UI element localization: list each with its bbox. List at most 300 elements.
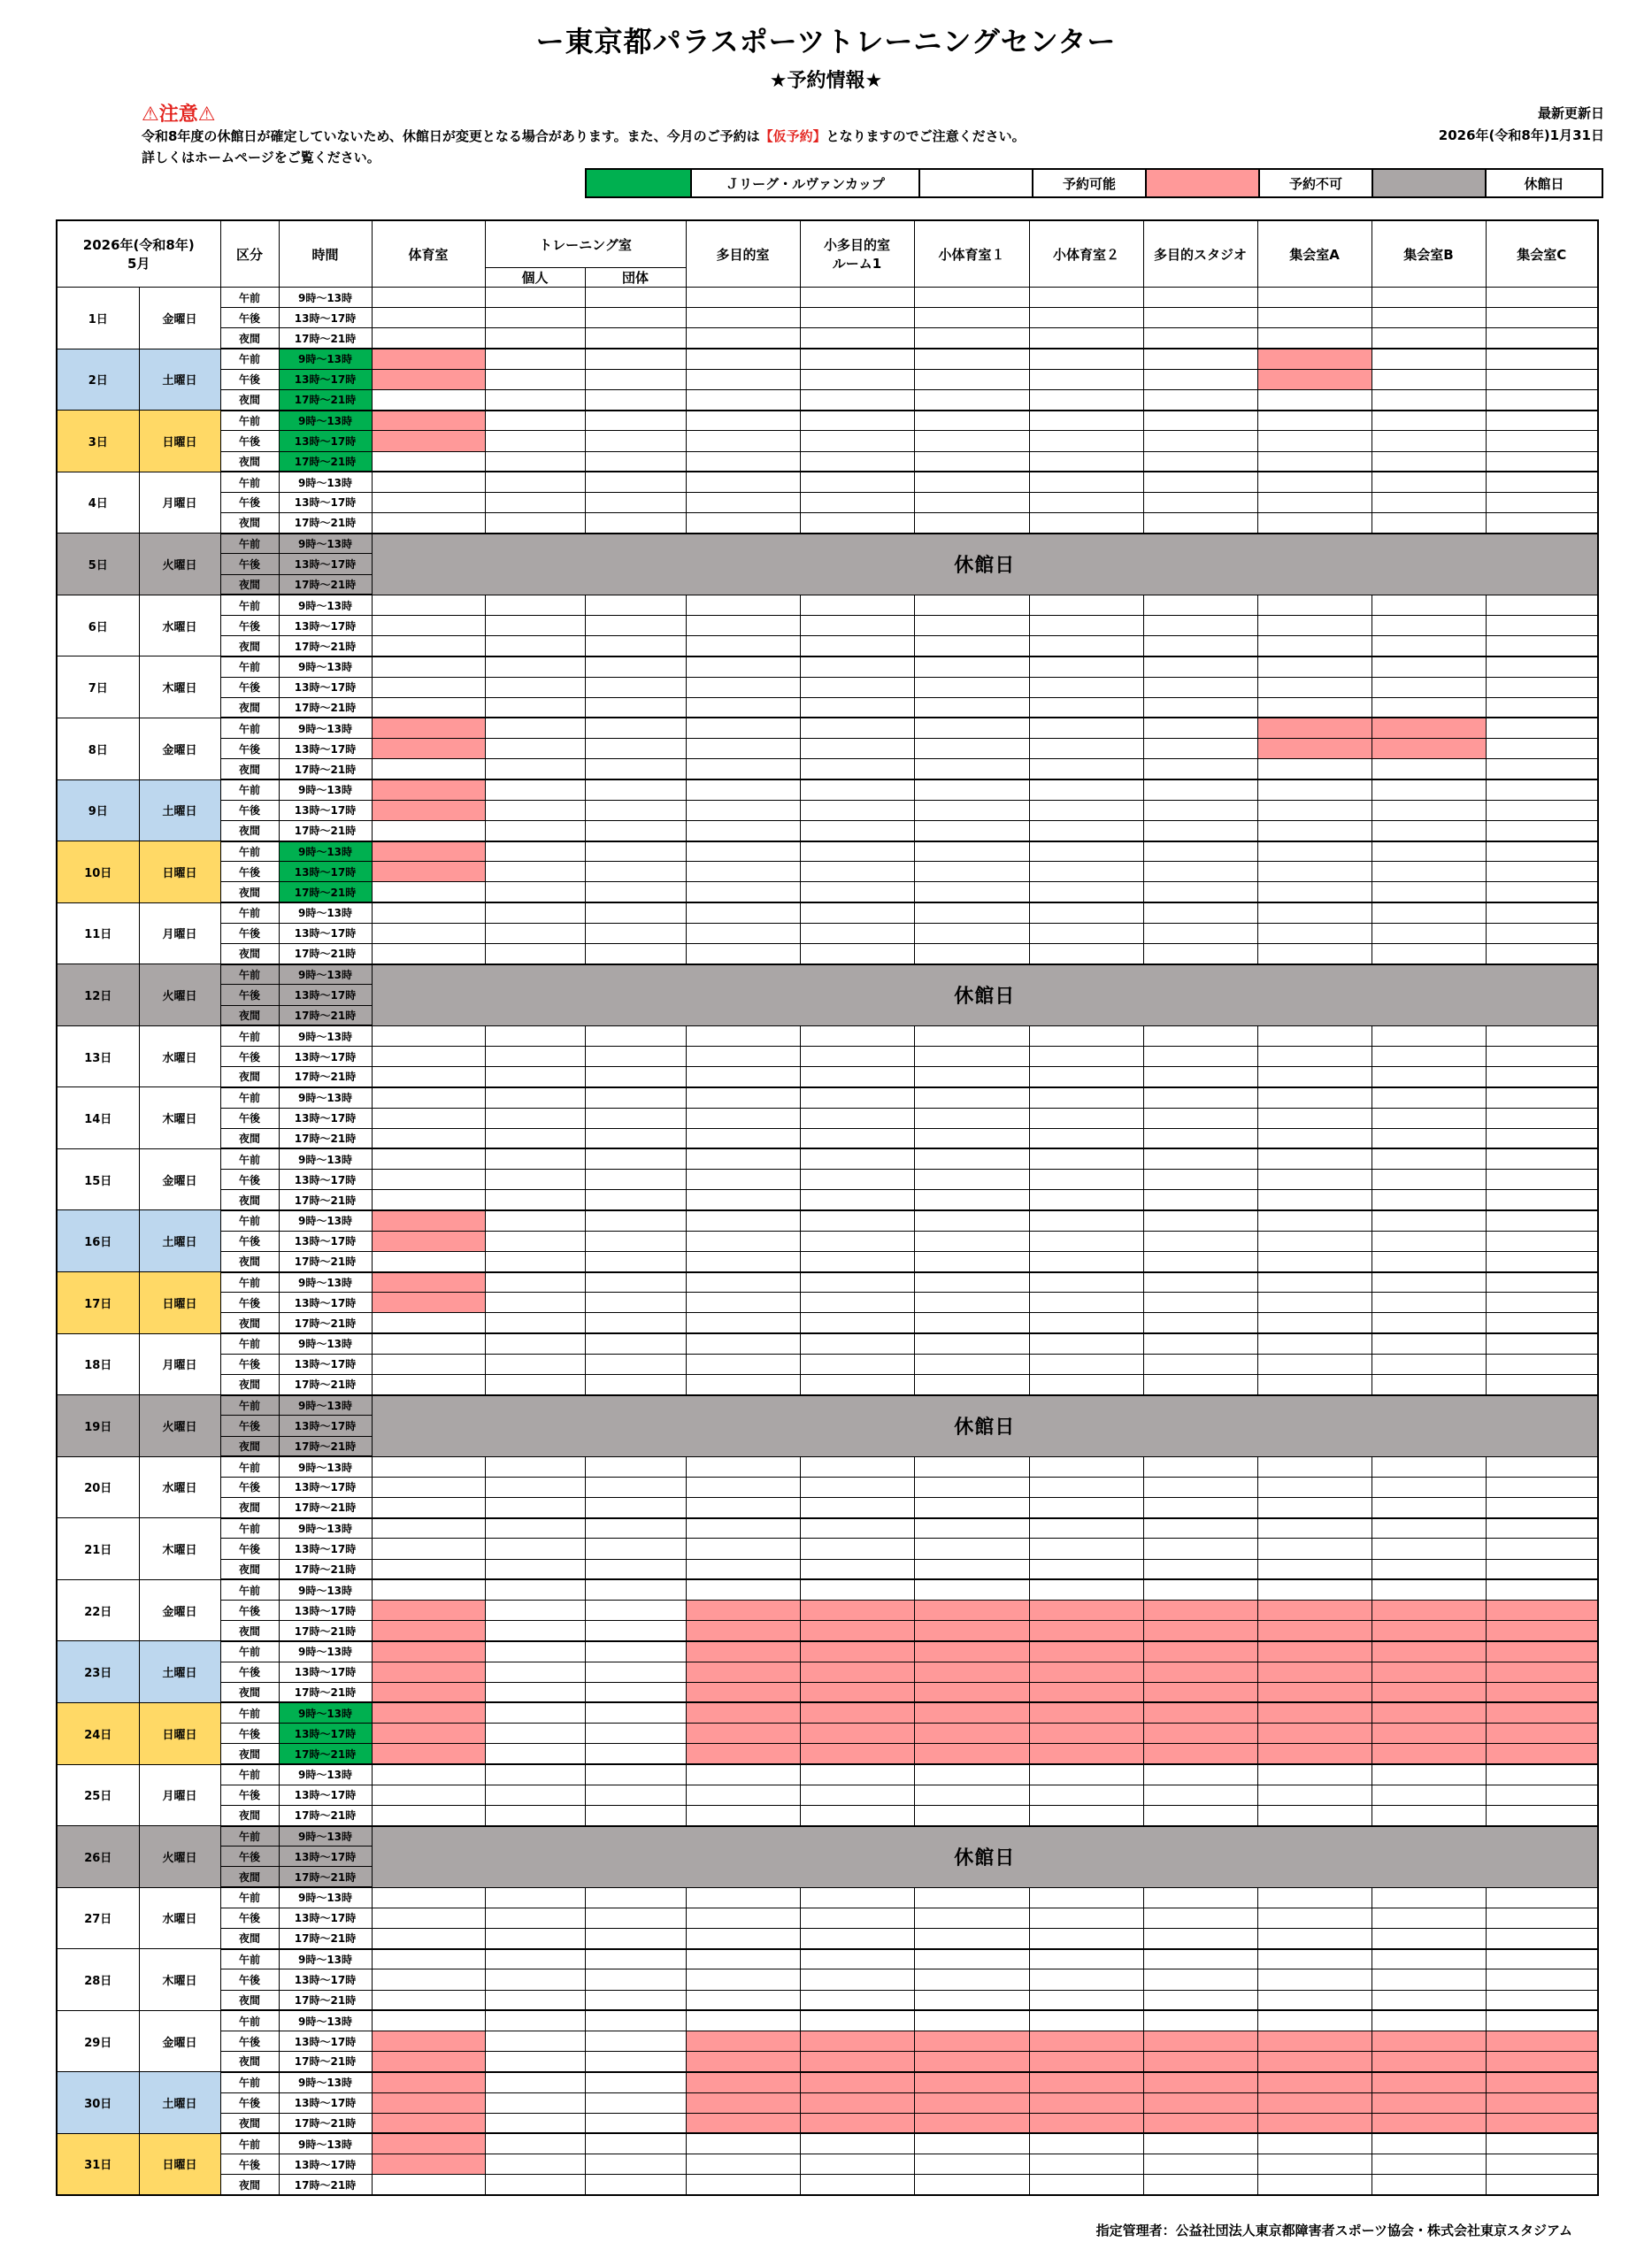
slot-cell	[1029, 369, 1143, 389]
table-row	[57, 1272, 1598, 1293]
slot-cell	[800, 2154, 914, 2175]
slot-cell	[1486, 697, 1598, 718]
slot-cell	[1372, 1785, 1486, 1805]
slot-cell	[1143, 2154, 1257, 2175]
slot-cell	[1029, 2154, 1143, 2175]
slot-cell	[1486, 923, 1598, 943]
room-header-meeting-a: 集会室A	[1257, 220, 1372, 288]
slot-cell	[372, 1641, 485, 1662]
table-row	[57, 1333, 1598, 1354]
slot-cell	[686, 2010, 800, 2031]
slot-cell	[372, 1805, 485, 1825]
slot-cell	[485, 902, 585, 923]
slot-cell	[686, 492, 800, 512]
day-weekday: 木曜日	[139, 1518, 220, 1580]
slot-cell	[686, 636, 800, 656]
slot-cell	[914, 451, 1029, 472]
slot-cell	[1143, 1148, 1257, 1169]
day-date: 13日	[57, 1025, 139, 1087]
room-header-small-gym-2: 小体育室２	[1029, 220, 1143, 288]
slot-cell	[914, 1498, 1029, 1518]
time-label: 13時～17時	[279, 2031, 372, 2051]
day-weekday: 火曜日	[139, 964, 220, 1026]
slot-cell	[1029, 1293, 1143, 1313]
slot-cell	[1486, 1621, 1598, 1641]
slot-cell	[800, 2113, 914, 2133]
slot-cell	[914, 2010, 1029, 2031]
slot-cell	[585, 1293, 686, 1313]
slot-cell	[1143, 739, 1257, 759]
slot-cell	[914, 2175, 1029, 2195]
slot-cell	[1143, 595, 1257, 615]
slot-cell	[914, 841, 1029, 862]
time-label: 13時～17時	[279, 2154, 372, 2175]
slot-cell	[800, 1170, 914, 1190]
slot-cell	[1143, 1498, 1257, 1518]
period-label: 夜間	[220, 1990, 279, 2010]
slot-cell	[914, 1641, 1029, 1662]
slot-cell	[800, 1559, 914, 1579]
slot-cell	[372, 1170, 485, 1190]
slot-cell	[372, 369, 485, 389]
slot-cell	[1257, 759, 1372, 779]
slot-cell	[1029, 1498, 1143, 1518]
slot-cell	[686, 1333, 800, 1354]
day-weekday: 金曜日	[139, 1579, 220, 1641]
day-date: 7日	[57, 656, 139, 718]
slot-cell	[1372, 1662, 1486, 1682]
time-label: 17時～21時	[279, 697, 372, 718]
slot-cell	[914, 2133, 1029, 2154]
slot-cell	[585, 1025, 686, 1046]
slot-cell	[1372, 431, 1486, 451]
slot-cell	[485, 1067, 585, 1087]
period-label: 午後	[220, 369, 279, 389]
period-label: 午前	[220, 1087, 279, 1108]
slot-cell	[485, 1231, 585, 1251]
slot-cell	[485, 1929, 585, 1949]
slot-cell	[485, 1272, 585, 1293]
slot-cell	[1029, 1231, 1143, 1251]
slot-cell	[914, 1067, 1029, 1087]
slot-cell	[1372, 1333, 1486, 1354]
table-row	[57, 1887, 1598, 1908]
time-label: 13時～17時	[279, 1170, 372, 1190]
slot-cell	[585, 369, 686, 389]
slot-cell	[800, 1128, 914, 1148]
slot-cell	[914, 595, 1029, 615]
table-row	[57, 2092, 1598, 2113]
day-date: 5日	[57, 534, 139, 595]
slot-cell	[1372, 1929, 1486, 1949]
slot-cell	[800, 1702, 914, 1723]
period-label: 午後	[220, 677, 279, 697]
slot-cell	[1372, 513, 1486, 534]
slot-cell	[686, 1231, 800, 1251]
table-row	[57, 718, 1598, 738]
slot-cell	[1372, 369, 1486, 389]
period-label: 夜間	[220, 1805, 279, 1825]
slot-cell	[485, 288, 585, 308]
slot-cell	[800, 1662, 914, 1682]
slot-cell	[800, 1190, 914, 1210]
table-row	[57, 1046, 1598, 1066]
slot-cell	[585, 739, 686, 759]
slot-cell	[1257, 1170, 1372, 1190]
slot-cell	[1029, 513, 1143, 534]
slot-cell	[800, 636, 914, 656]
slot-cell	[372, 288, 485, 308]
table-row	[57, 2175, 1598, 2195]
period-label: 午後	[220, 1477, 279, 1497]
slot-cell	[1257, 656, 1372, 677]
slot-cell	[372, 820, 485, 841]
slot-cell	[1029, 1579, 1143, 1600]
slot-cell	[1257, 800, 1372, 820]
slot-cell	[485, 2092, 585, 2113]
slot-cell	[686, 2113, 800, 2133]
slot-cell	[372, 431, 485, 451]
month-year: 2026年(令和8年)	[82, 237, 195, 253]
slot-cell	[1486, 1908, 1598, 1928]
month-header	[57, 220, 220, 288]
slot-cell	[1486, 1148, 1598, 1169]
period-label: 午前	[220, 1333, 279, 1354]
slot-cell	[485, 1456, 585, 1477]
slot-cell	[485, 1908, 585, 1928]
slot-cell	[1372, 492, 1486, 512]
table-row	[57, 1170, 1598, 1190]
table-row	[57, 616, 1598, 636]
slot-cell	[1372, 1313, 1486, 1333]
slot-cell	[372, 1067, 485, 1087]
day-date: 3日	[57, 411, 139, 472]
slot-cell	[1486, 739, 1598, 759]
slot-cell	[686, 1210, 800, 1231]
slot-cell	[1486, 1662, 1598, 1682]
period-label: 午後	[220, 1662, 279, 1682]
slot-cell	[1029, 1374, 1143, 1394]
slot-cell	[585, 616, 686, 636]
slot-cell	[1143, 2092, 1257, 2113]
slot-cell	[686, 1887, 800, 1908]
slot-cell	[914, 2154, 1029, 2175]
slot-cell	[800, 1887, 914, 1908]
slot-cell	[1143, 1374, 1257, 1394]
time-label: 13時～17時	[279, 1601, 372, 1621]
slot-cell	[372, 2052, 485, 2072]
slot-cell	[585, 923, 686, 943]
slot-cell	[585, 1539, 686, 1559]
period-label: 午後	[220, 1785, 279, 1805]
table-row	[57, 1067, 1598, 1087]
slot-cell	[485, 944, 585, 964]
slot-cell	[914, 862, 1029, 882]
slot-cell	[914, 1210, 1029, 1231]
slot-cell	[1029, 1128, 1143, 1148]
slot-cell	[372, 1108, 485, 1128]
slot-cell	[1143, 1559, 1257, 1579]
table-row	[57, 595, 1598, 615]
slot-cell	[1257, 431, 1372, 451]
slot-cell	[1486, 2175, 1598, 2195]
slot-cell	[372, 1744, 485, 1764]
slot-cell	[372, 389, 485, 410]
slot-cell	[1372, 677, 1486, 697]
slot-cell	[914, 1148, 1029, 1169]
slot-cell	[914, 1518, 1029, 1539]
slot-cell	[914, 1621, 1029, 1641]
slot-cell	[485, 1621, 585, 1641]
slot-cell	[686, 451, 800, 472]
slot-cell	[585, 656, 686, 677]
slot-cell	[1486, 1724, 1598, 1744]
slot-cell	[686, 1170, 800, 1190]
slot-cell	[1143, 1990, 1257, 2010]
slot-cell	[1372, 1128, 1486, 1148]
slot-cell	[585, 1251, 686, 1271]
day-date: 15日	[57, 1148, 139, 1210]
slot-cell	[1372, 636, 1486, 656]
slot-cell	[686, 1744, 800, 1764]
slot-cell	[1486, 636, 1598, 656]
slot-cell	[1029, 841, 1143, 862]
room-header-small-gym-1: 小体育室１	[914, 220, 1029, 288]
slot-cell	[914, 492, 1029, 512]
slot-cell	[585, 1128, 686, 1148]
day-weekday: 土曜日	[139, 349, 220, 411]
slot-cell	[1029, 1990, 1143, 2010]
slot-cell	[1372, 656, 1486, 677]
period-label: 夜間	[220, 1682, 279, 1702]
slot-cell	[1257, 1128, 1372, 1148]
slot-cell	[686, 718, 800, 738]
slot-cell	[914, 1662, 1029, 1682]
slot-cell	[1143, 820, 1257, 841]
table-row	[57, 1929, 1598, 1949]
slot-cell	[1372, 308, 1486, 328]
legend-label-closed: 休館日	[1486, 169, 1602, 197]
time-label: 9時～13時	[279, 411, 372, 431]
table-row	[57, 1128, 1598, 1148]
slot-cell	[1143, 923, 1257, 943]
slot-cell	[485, 1108, 585, 1128]
slot-cell	[800, 328, 914, 349]
period-label: 夜間	[220, 1067, 279, 1087]
day-date: 31日	[57, 2133, 139, 2195]
table-row	[57, 513, 1598, 534]
slot-cell	[585, 513, 686, 534]
slot-cell	[485, 2113, 585, 2133]
slot-cell	[585, 1969, 686, 1990]
training-sub-group: 団体	[585, 268, 686, 288]
day-date: 10日	[57, 841, 139, 903]
period-label: 午前	[220, 1641, 279, 1662]
slot-cell	[1486, 759, 1598, 779]
slot-cell	[800, 349, 914, 369]
slot-cell	[485, 1641, 585, 1662]
slot-cell	[1372, 1456, 1486, 1477]
period-label: 夜間	[220, 759, 279, 779]
slot-cell	[372, 2154, 485, 2175]
slot-cell	[914, 800, 1029, 820]
period-label: 午後	[220, 1046, 279, 1066]
slot-cell	[1143, 1067, 1257, 1087]
slot-cell	[686, 2133, 800, 2154]
period-label: 午後	[220, 308, 279, 328]
slot-cell	[372, 616, 485, 636]
time-label: 13時～17時	[279, 1969, 372, 1990]
slot-cell	[1486, 902, 1598, 923]
day-weekday: 日曜日	[139, 841, 220, 903]
slot-cell	[1486, 1293, 1598, 1313]
slot-cell	[1257, 616, 1372, 636]
slot-cell	[800, 1210, 914, 1231]
slot-cell	[1257, 1456, 1372, 1477]
slot-cell	[1486, 1682, 1598, 1702]
slot-cell	[1029, 882, 1143, 902]
slot-cell	[800, 1744, 914, 1764]
closed-day-banner: 休館日	[372, 1395, 1598, 1457]
slot-cell	[1257, 472, 1372, 492]
slot-cell	[1143, 369, 1257, 389]
slot-cell	[485, 513, 585, 534]
slot-cell	[1372, 1231, 1486, 1251]
slot-cell	[372, 1354, 485, 1374]
slot-cell	[1257, 1805, 1372, 1825]
table-row	[57, 328, 1598, 349]
slot-cell	[585, 1929, 686, 1949]
slot-cell	[1029, 1785, 1143, 1805]
slot-cell	[485, 1293, 585, 1313]
period-label: 夜間	[220, 1744, 279, 1764]
period-label: 午後	[220, 1108, 279, 1128]
period-label: 午後	[220, 1724, 279, 1744]
time-label: 17時～21時	[279, 1990, 372, 2010]
slot-cell	[686, 1990, 800, 2010]
slot-cell	[372, 1293, 485, 1313]
slot-cell	[800, 616, 914, 636]
slot-cell	[914, 1579, 1029, 1600]
slot-cell	[1029, 718, 1143, 738]
slot-cell	[1486, 349, 1598, 369]
slot-cell	[914, 1764, 1029, 1785]
time-label: 9時～13時	[279, 1025, 372, 1046]
slot-cell	[585, 2175, 686, 2195]
slot-cell	[1029, 1662, 1143, 1682]
slot-cell	[485, 328, 585, 349]
slot-cell	[1372, 328, 1486, 349]
slot-cell	[686, 1046, 800, 1066]
slot-cell	[1486, 472, 1598, 492]
period-label: 午前	[220, 288, 279, 308]
slot-cell	[1486, 369, 1598, 389]
slot-cell	[1143, 1601, 1257, 1621]
slot-cell	[800, 1046, 914, 1066]
table-row	[57, 902, 1598, 923]
room-header-small-line1: 小多目的室	[824, 237, 891, 253]
slot-cell	[372, 902, 485, 923]
day-date: 25日	[57, 1764, 139, 1826]
slot-cell	[1029, 1539, 1143, 1559]
slot-cell	[1257, 1990, 1372, 2010]
slot-cell	[914, 739, 1029, 759]
slot-cell	[1257, 349, 1372, 369]
slot-cell	[1486, 1805, 1598, 1825]
slot-cell	[914, 1477, 1029, 1497]
slot-cell	[1257, 492, 1372, 512]
slot-cell	[1029, 1682, 1143, 1702]
slot-cell	[1372, 2052, 1486, 2072]
slot-cell	[485, 1682, 585, 1702]
slot-cell	[585, 841, 686, 862]
slot-cell	[1143, 2010, 1257, 2031]
day-weekday: 水曜日	[139, 1025, 220, 1087]
slot-cell	[1143, 411, 1257, 431]
slot-cell	[1143, 451, 1257, 472]
slot-cell	[1257, 1313, 1372, 1333]
day-date: 4日	[57, 472, 139, 534]
slot-cell	[585, 1601, 686, 1621]
period-label: 午前	[220, 1395, 279, 1416]
table-row	[57, 1148, 1598, 1169]
slot-cell	[372, 1148, 485, 1169]
slot-cell	[1257, 677, 1372, 697]
slot-cell	[1029, 1025, 1143, 1046]
slot-cell	[914, 411, 1029, 431]
period-label: 午前	[220, 1764, 279, 1785]
period-label: 午前	[220, 656, 279, 677]
period-label: 午前	[220, 472, 279, 492]
closed-day-banner: 休館日	[372, 534, 1598, 595]
slot-cell	[485, 1559, 585, 1579]
slot-cell	[372, 513, 485, 534]
slot-cell	[1143, 1724, 1257, 1744]
slot-cell	[1257, 1333, 1372, 1354]
slot-cell	[1372, 288, 1486, 308]
day-weekday: 火曜日	[139, 534, 220, 595]
slot-cell	[1486, 1949, 1598, 1969]
slot-cell	[1486, 389, 1598, 410]
slot-cell	[485, 389, 585, 410]
slot-cell	[1029, 1170, 1143, 1190]
slot-cell	[485, 308, 585, 328]
slot-cell	[1486, 1559, 1598, 1579]
slot-cell	[1029, 1518, 1143, 1539]
slot-cell	[914, 1272, 1029, 1293]
slot-cell	[1143, 1087, 1257, 1108]
slot-cell	[1372, 1764, 1486, 1785]
time-label: 9時～13時	[279, 1272, 372, 1293]
slot-cell	[1029, 328, 1143, 349]
slot-cell	[800, 2072, 914, 2092]
slot-cell	[585, 1682, 686, 1702]
slot-cell	[485, 1498, 585, 1518]
room-header-small-multipurpose	[800, 220, 914, 288]
slot-cell	[1372, 1148, 1486, 1169]
room-header-multipurpose: 多目的室	[686, 220, 800, 288]
time-label: 9時～13時	[279, 902, 372, 923]
day-weekday: 火曜日	[139, 1826, 220, 1888]
slot-cell	[686, 1579, 800, 1600]
slot-cell	[485, 2052, 585, 2072]
slot-cell	[372, 1702, 485, 1723]
table-row	[57, 451, 1598, 472]
slot-cell	[1372, 2092, 1486, 2113]
day-weekday: 土曜日	[139, 1641, 220, 1703]
slot-cell	[372, 1046, 485, 1066]
slot-cell	[1372, 2010, 1486, 2031]
